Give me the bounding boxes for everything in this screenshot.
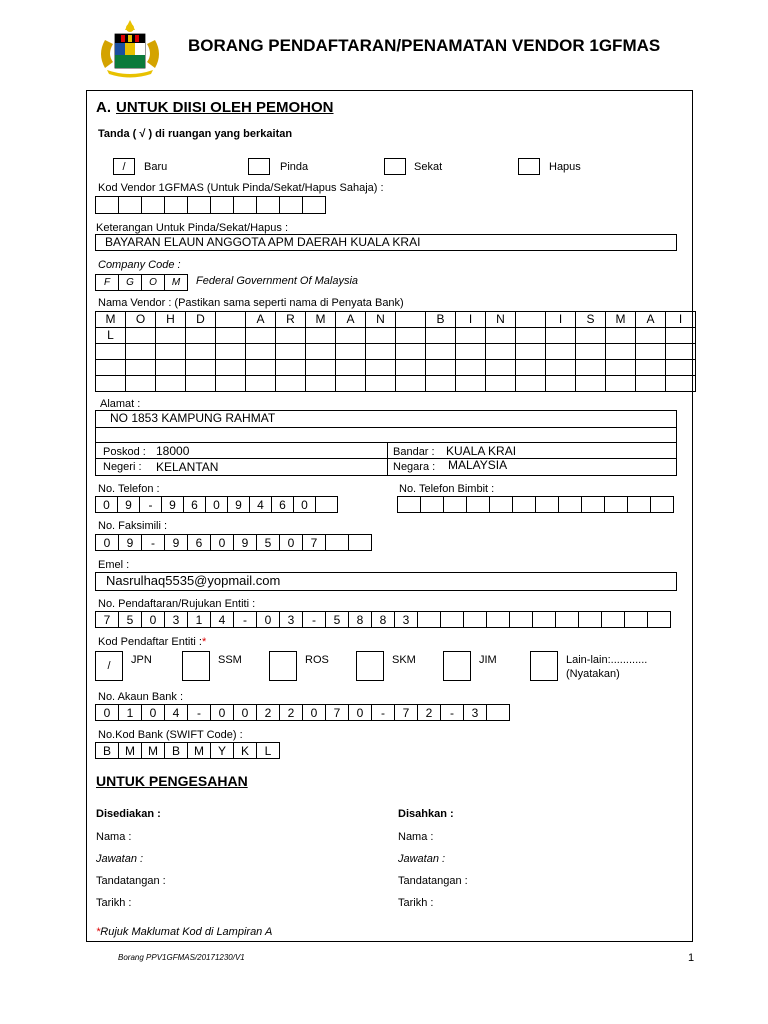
char-cell[interactable] [536, 497, 559, 513]
char-cell[interactable] [456, 328, 486, 344]
char-cell[interactable]: R [276, 312, 306, 328]
lampiran-note-text: Rujuk Maklumat Kod di Lampiran A [100, 926, 273, 938]
char-cell[interactable] [336, 360, 366, 376]
char-cell[interactable]: H [156, 312, 186, 328]
option-pinda-checkbox[interactable] [248, 158, 270, 175]
akaun-grid[interactable] [95, 704, 510, 721]
telefon-label: No. Telefon : [98, 483, 160, 495]
faks-label: No. Faksimili : [98, 520, 168, 532]
char-cell[interactable] [119, 197, 142, 214]
char-cell[interactable] [576, 376, 606, 392]
char-cell[interactable] [533, 612, 556, 628]
char-cell[interactable]: S [576, 312, 606, 328]
option-pinda-label: Pinda [280, 161, 309, 173]
nama-vendor-grid[interactable] [95, 311, 696, 392]
char-cell[interactable] [126, 344, 156, 360]
char-cell[interactable] [546, 376, 576, 392]
char-cell[interactable] [444, 497, 467, 513]
char-cell[interactable] [96, 344, 126, 360]
char-cell[interactable] [516, 376, 546, 392]
char-cell[interactable] [426, 344, 456, 360]
char-cell[interactable] [486, 344, 516, 360]
char-cell[interactable] [306, 328, 336, 344]
char-cell[interactable]: - [303, 612, 326, 628]
char-cell[interactable] [456, 360, 486, 376]
coat-of-arms-icon [95, 18, 165, 80]
char-cell[interactable] [246, 360, 276, 376]
char-cell[interactable]: 2 [257, 705, 280, 721]
char-cell[interactable]: 0 [257, 612, 280, 628]
char-cell[interactable]: 9 [165, 535, 188, 551]
bandar-label: Bandar : [393, 446, 435, 458]
char-cell[interactable] [426, 328, 456, 344]
company-code-grid [95, 274, 188, 291]
char-cell[interactable]: 7 [395, 705, 418, 721]
left-tandatangan: Tandatangan : [96, 875, 166, 887]
char-cell[interactable] [490, 497, 513, 513]
akaun-label: No. Akaun Bank : [98, 691, 183, 703]
char-cell[interactable]: 9 [118, 497, 140, 513]
char-cell[interactable] [546, 360, 576, 376]
company-code-char[interactable]: M [165, 275, 188, 291]
jpn-checkbox[interactable]: / [95, 651, 123, 681]
char-cell[interactable]: B [165, 743, 188, 759]
char-cell[interactable] [456, 376, 486, 392]
table-row [96, 376, 696, 392]
disahkan-heading: Disahkan : [398, 808, 454, 820]
char-cell[interactable] [186, 360, 216, 376]
char-cell[interactable]: D [186, 312, 216, 328]
char-cell[interactable] [426, 360, 456, 376]
right-tandatangan: Tandatangan : [398, 875, 468, 887]
char-cell[interactable] [126, 376, 156, 392]
char-cell[interactable]: 7 [326, 705, 349, 721]
ros-checkbox[interactable] [269, 651, 297, 681]
char-cell[interactable] [576, 344, 606, 360]
faks-grid[interactable] [95, 534, 372, 551]
table-row [96, 312, 696, 328]
left-tarikh: Tarikh : [96, 897, 132, 909]
char-cell[interactable]: L [257, 743, 280, 759]
char-cell[interactable] [513, 497, 536, 513]
char-cell[interactable]: 4 [250, 497, 272, 513]
char-cell[interactable] [666, 376, 696, 392]
char-cell[interactable]: 8 [349, 612, 372, 628]
char-cell[interactable]: A [246, 312, 276, 328]
company-code-char[interactable]: G [119, 275, 142, 291]
char-cell[interactable]: 0 [96, 535, 119, 551]
required-star: * [96, 926, 101, 938]
char-cell[interactable] [396, 328, 426, 344]
table-row [96, 328, 696, 344]
lain-lain-label: Lain-lain:............ [566, 654, 648, 666]
ssm-label: SSM [218, 654, 242, 666]
char-cell[interactable]: L [96, 328, 126, 344]
char-cell[interactable]: M [119, 743, 142, 759]
instruction-text: Tanda ( √ ) di ruangan yang berkaitan [98, 128, 293, 140]
char-cell[interactable]: M [96, 312, 126, 328]
char-cell[interactable] [165, 197, 188, 214]
char-cell[interactable] [216, 360, 246, 376]
char-cell[interactable]: M [306, 312, 336, 328]
company-code-char[interactable]: O [142, 275, 165, 291]
telefon-grid[interactable] [95, 496, 338, 513]
pendaftaran-grid[interactable] [95, 611, 671, 628]
char-cell[interactable] [211, 197, 234, 214]
char-cell[interactable] [576, 328, 606, 344]
char-cell[interactable] [636, 376, 666, 392]
char-cell[interactable]: 1 [119, 705, 142, 721]
char-cell[interactable] [186, 328, 216, 344]
char-cell[interactable]: - [140, 497, 162, 513]
char-cell[interactable] [636, 344, 666, 360]
option-baru-mark: / [122, 160, 126, 173]
char-cell[interactable]: 3 [280, 612, 303, 628]
char-cell[interactable] [418, 612, 441, 628]
char-cell[interactable] [216, 328, 246, 344]
char-cell[interactable]: Y [211, 743, 234, 759]
char-cell[interactable] [628, 497, 651, 513]
char-cell[interactable] [246, 376, 276, 392]
char-cell[interactable] [336, 344, 366, 360]
char-cell[interactable] [486, 328, 516, 344]
emel-label: Emel : [98, 559, 130, 571]
char-cell[interactable] [234, 197, 257, 214]
char-cell[interactable] [349, 535, 372, 551]
char-cell[interactable] [276, 344, 306, 360]
char-cell[interactable]: - [188, 705, 211, 721]
option-baru-checkbox[interactable] [113, 158, 135, 175]
char-cell[interactable] [510, 612, 533, 628]
char-cell[interactable] [336, 376, 366, 392]
char-cell[interactable] [636, 360, 666, 376]
char-cell[interactable]: - [441, 705, 464, 721]
char-cell[interactable] [648, 612, 671, 628]
option-hapus-checkbox[interactable] [518, 158, 540, 175]
char-cell[interactable] [516, 312, 546, 328]
char-cell[interactable]: 3 [165, 612, 188, 628]
char-cell[interactable]: 2 [418, 705, 441, 721]
char-cell[interactable]: I [546, 312, 576, 328]
char-cell[interactable] [156, 328, 186, 344]
char-cell[interactable]: K [234, 743, 257, 759]
ssm-checkbox[interactable] [182, 651, 210, 681]
alamat-label: Alamat : [100, 398, 141, 410]
char-cell[interactable] [486, 376, 516, 392]
form-code: Borang PPV1GFMAS/20171230/V1 [118, 953, 245, 962]
char-cell[interactable] [441, 612, 464, 628]
char-cell[interactable] [605, 497, 628, 513]
kod-pendaftar-label [98, 636, 206, 648]
char-cell[interactable]: - [372, 705, 395, 721]
char-cell[interactable]: 8 [372, 612, 395, 628]
char-cell[interactable] [366, 376, 396, 392]
divider [95, 458, 677, 459]
char-cell[interactable]: 2 [280, 705, 303, 721]
char-cell[interactable]: 7 [96, 612, 119, 628]
char-cell[interactable]: A [636, 312, 666, 328]
left-jawatan: Jawatan : [96, 853, 144, 865]
char-cell[interactable] [606, 344, 636, 360]
nyatakan-label: (Nyatakan) [566, 668, 620, 680]
char-cell[interactable]: 6 [272, 497, 294, 513]
char-cell[interactable]: 5 [326, 612, 349, 628]
char-cell[interactable] [516, 328, 546, 344]
bandar-value: KUALA KRAI [446, 444, 517, 458]
char-cell[interactable] [306, 360, 336, 376]
lain-lain-checkbox[interactable] [530, 651, 558, 681]
char-cell[interactable]: 9 [228, 497, 250, 513]
char-cell[interactable]: - [142, 535, 165, 551]
right-tarikh: Tarikh : [398, 897, 434, 909]
char-cell[interactable] [366, 344, 396, 360]
company-code-char[interactable]: F [96, 275, 119, 291]
lampiran-note [96, 926, 272, 938]
divider [95, 427, 677, 428]
char-cell[interactable] [246, 328, 276, 344]
char-cell[interactable] [156, 344, 186, 360]
char-cell[interactable] [464, 612, 487, 628]
nama-vendor-label: Nama Vendor : (Pastikan sama seperti nama di Penyata Bank) [98, 297, 404, 309]
char-cell[interactable]: B [96, 743, 119, 759]
char-cell[interactable]: A [336, 312, 366, 328]
skm-checkbox[interactable] [356, 651, 384, 681]
char-cell[interactable]: 0 [234, 705, 257, 721]
char-cell[interactable] [625, 612, 648, 628]
char-cell[interactable] [336, 328, 366, 344]
char-cell[interactable]: M [606, 312, 636, 328]
char-cell[interactable] [326, 535, 349, 551]
char-cell[interactable] [396, 344, 426, 360]
negara-label: Negara : [393, 461, 436, 473]
keterangan-value: BAYARAN ELAUN ANGGOTA APM DAERAH KUALA KRAI [105, 235, 421, 249]
jim-label: JIM [479, 654, 497, 666]
keterangan-label: Keterangan Untuk Pinda/Sekat/Hapus : [96, 222, 289, 234]
char-cell[interactable] [366, 328, 396, 344]
divider [387, 442, 388, 476]
char-cell[interactable] [666, 360, 696, 376]
char-cell[interactable]: 7 [303, 535, 326, 551]
char-cell[interactable]: 9 [162, 497, 184, 513]
char-cell[interactable]: 0 [349, 705, 372, 721]
char-cell[interactable] [666, 328, 696, 344]
char-cell[interactable] [602, 612, 625, 628]
negeri-value: KELANTAN [156, 460, 219, 474]
char-cell[interactable]: 4 [211, 612, 234, 628]
char-cell[interactable] [396, 312, 426, 328]
option-hapus-label: Hapus [549, 161, 581, 173]
char-cell[interactable] [216, 344, 246, 360]
char-cell[interactable]: M [142, 743, 165, 759]
char-cell[interactable] [516, 360, 546, 376]
form-frame [86, 90, 693, 942]
char-cell[interactable] [487, 705, 510, 721]
table-row [96, 344, 696, 360]
char-cell[interactable] [486, 360, 516, 376]
char-cell[interactable] [651, 497, 674, 513]
char-cell[interactable]: I [666, 312, 696, 328]
char-cell[interactable]: 5 [119, 612, 142, 628]
char-cell[interactable]: 9 [119, 535, 142, 551]
char-cell[interactable]: 0 [211, 535, 234, 551]
char-cell[interactable]: B [426, 312, 456, 328]
char-cell[interactable] [426, 376, 456, 392]
char-cell[interactable] [487, 612, 510, 628]
char-cell[interactable] [546, 328, 576, 344]
section-a-prefix: A. [96, 99, 111, 116]
right-jawatan: Jawatan : [398, 853, 446, 865]
char-cell[interactable] [396, 360, 426, 376]
divider [95, 442, 677, 443]
section-a-title: UNTUK DIISI OLEH PEMOHON [116, 99, 334, 116]
char-cell[interactable] [186, 376, 216, 392]
char-cell[interactable] [579, 612, 602, 628]
char-cell[interactable] [546, 344, 576, 360]
char-cell[interactable]: 0 [206, 497, 228, 513]
char-cell[interactable]: M [188, 743, 211, 759]
char-cell[interactable] [188, 197, 211, 214]
char-cell[interactable]: 0 [96, 497, 118, 513]
pengesahan-title: UNTUK PENGESAHAN [96, 773, 248, 789]
char-cell[interactable] [142, 197, 165, 214]
char-cell[interactable] [398, 497, 421, 513]
company-code-label: Company Code : [98, 259, 181, 271]
char-cell[interactable] [456, 344, 486, 360]
char-cell[interactable] [606, 360, 636, 376]
char-cell[interactable] [636, 328, 666, 344]
char-cell[interactable]: 0 [142, 612, 165, 628]
right-nama: Nama : [398, 831, 434, 843]
left-nama: Nama : [96, 831, 132, 843]
char-cell[interactable]: - [234, 612, 257, 628]
char-cell[interactable]: 5 [257, 535, 280, 551]
pendaftaran-label: No. Pendaftaran/Rujukan Entiti : [98, 598, 256, 610]
swift-label: No.Kod Bank (SWIFT Code) : [98, 729, 243, 741]
char-cell[interactable] [306, 344, 336, 360]
char-cell[interactable]: 9 [234, 535, 257, 551]
skm-label: SKM [392, 654, 416, 666]
char-cell[interactable] [576, 360, 606, 376]
disediakan-heading: Disediakan : [96, 808, 161, 820]
jim-checkbox[interactable] [443, 651, 471, 681]
ros-label: ROS [305, 654, 329, 666]
option-sekat-checkbox[interactable] [384, 158, 406, 175]
char-cell[interactable] [126, 328, 156, 344]
bimbit-label: No. Telefon Bimbit : [399, 483, 495, 495]
negeri-label: Negeri : [103, 461, 142, 473]
option-baru-label: Baru [144, 161, 168, 173]
char-cell[interactable] [186, 344, 216, 360]
char-cell[interactable] [156, 376, 186, 392]
kod-vendor-label: Kod Vendor 1GFMAS (Untuk Pinda/Sekat/Hapus Sahaja) : [98, 182, 384, 194]
char-cell[interactable]: 0 [280, 535, 303, 551]
char-cell[interactable]: I [456, 312, 486, 328]
char-cell[interactable]: 3 [464, 705, 487, 721]
char-cell[interactable] [276, 360, 306, 376]
option-sekat-label: Sekat [414, 161, 443, 173]
poskod-value: 18000 [156, 444, 190, 458]
char-cell[interactable]: O [126, 312, 156, 328]
char-cell[interactable] [606, 376, 636, 392]
bimbit-grid[interactable] [397, 496, 674, 513]
table-row [96, 360, 696, 376]
char-cell[interactable]: N [366, 312, 396, 328]
jpn-label: JPN [131, 654, 152, 666]
char-cell[interactable] [156, 360, 186, 376]
alamat-value: NO 1853 KAMPUNG RAHMAT [110, 411, 276, 425]
page-number: 1 [688, 952, 695, 964]
char-cell[interactable] [396, 376, 426, 392]
char-cell[interactable]: 6 [184, 497, 206, 513]
emblem-logo [95, 18, 165, 80]
char-cell[interactable] [257, 197, 280, 214]
char-cell[interactable]: 0 [96, 705, 119, 721]
char-cell[interactable] [582, 497, 605, 513]
char-cell[interactable] [316, 497, 338, 513]
char-cell[interactable]: 1 [188, 612, 211, 628]
negara-value: MALAYSIA [448, 458, 508, 472]
char-cell[interactable]: 0 [294, 497, 316, 513]
company-code-desc: Federal Government Of Malaysia [196, 275, 359, 287]
char-cell[interactable] [96, 360, 126, 376]
char-cell[interactable] [366, 360, 396, 376]
char-cell[interactable] [96, 197, 119, 214]
char-cell[interactable] [606, 328, 636, 344]
char-cell[interactable] [421, 497, 444, 513]
char-cell[interactable]: 6 [188, 535, 211, 551]
char-cell[interactable] [96, 376, 126, 392]
char-cell[interactable]: 0 [211, 705, 234, 721]
char-cell[interactable] [216, 312, 246, 328]
kod-pendaftar-text: Kod Pendaftar Entiti : [98, 636, 202, 648]
char-cell[interactable] [467, 497, 490, 513]
char-cell[interactable] [126, 360, 156, 376]
char-cell[interactable] [276, 376, 306, 392]
char-cell[interactable] [280, 197, 303, 214]
char-cell[interactable] [216, 376, 246, 392]
char-cell[interactable] [246, 344, 276, 360]
char-cell[interactable]: 0 [303, 705, 326, 721]
char-cell[interactable]: 4 [165, 705, 188, 721]
required-star: * [201, 636, 207, 648]
kod-vendor-grid[interactable] [95, 196, 326, 214]
char-cell[interactable]: N [486, 312, 516, 328]
char-cell[interactable] [516, 344, 546, 360]
char-cell[interactable] [306, 376, 336, 392]
char-cell[interactable] [556, 612, 579, 628]
emel-value: Nasrulhaq5535@yopmail.com [106, 573, 281, 588]
char-cell[interactable] [276, 328, 306, 344]
char-cell[interactable]: 3 [395, 612, 418, 628]
poskod-label: Poskod : [103, 446, 146, 458]
char-cell[interactable] [303, 197, 326, 214]
char-cell[interactable] [666, 344, 696, 360]
char-cell[interactable] [559, 497, 582, 513]
swift-grid[interactable] [95, 742, 280, 759]
char-cell[interactable]: 0 [142, 705, 165, 721]
page-title: BORANG PENDAFTARAN/PENAMATAN VENDOR 1GFMAS [188, 36, 661, 55]
